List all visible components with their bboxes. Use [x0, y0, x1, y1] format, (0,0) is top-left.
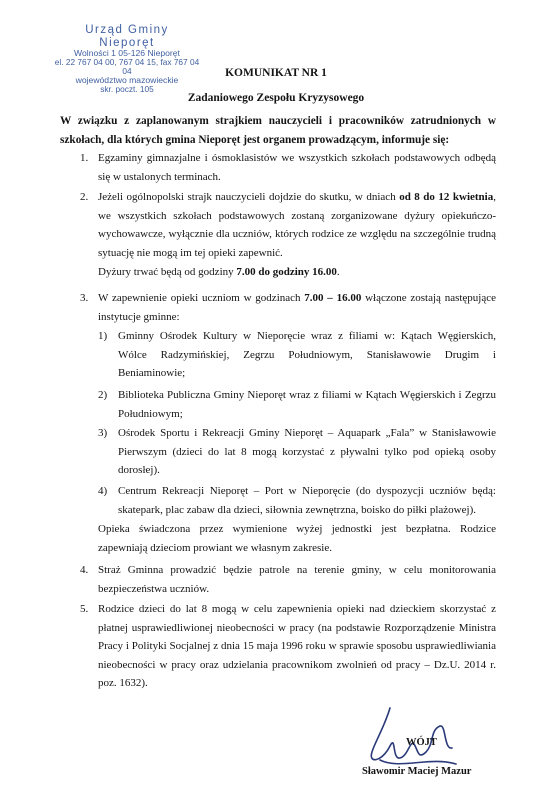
- item-2-hours-bold: 7.00 do godziny 16.00: [236, 266, 337, 278]
- sub-item-1-number: 1): [98, 330, 108, 342]
- sub-item-3-number: 3): [98, 427, 108, 439]
- item-3-text: [98, 289, 496, 326]
- item-2-text-c: , we wszystkich szkołach podstawowych zostaną zorganizowane dyżury opiekuńczo-wychowawcze, wyłącznie dla uczniów, których rodzice ze względu na szczególnie trudną sytuację nie mogą im tej opieki zapewnić.: [98, 191, 496, 259]
- item-2-number: 2.: [80, 191, 89, 203]
- stamp-line-6: skr. poczt. 105: [100, 84, 154, 94]
- item-3-text-a: W zapewnienie opieki uczniom w godzinach: [98, 292, 305, 304]
- item-4-text: Straż Gminna prowadzić będzie patrole na terenie gminy, w celu monitorowania bezpieczeństwa uczniów.: [98, 564, 496, 595]
- item-5-number: 5.: [80, 603, 89, 615]
- item-3-note: Opieka świadczona przez wymienione wyżej jednostki jest bezpłatna. Rodzice zapewniają dzieciom prowiant we własnym zakresie.: [98, 523, 496, 554]
- intro-paragraph: W związku z zaplanowanym strajkiem nauczycieli i pracowników zatrudnionych w szkołach, dla których gmina Nieporęt jest organem prowadzącym, informuje się:: [60, 115, 496, 146]
- item-2-hours-c: .: [336, 266, 340, 278]
- item-3-number: 3.: [80, 292, 89, 304]
- item-3-text-c: włączone zostają następujące instytucje gminne:: [98, 292, 497, 323]
- item-2-text-a: Jeżeli ogólnopolski strajk nauczycieli dojdzie do skutku, w dniach: [98, 191, 400, 203]
- signature-name: Sławomir Maciej Mazur: [362, 766, 472, 777]
- sub-item-4-number: 4): [98, 485, 108, 497]
- signature-role: WÓJT: [406, 737, 437, 748]
- item-1-number: 1.: [80, 152, 89, 164]
- sub-item-4-text: Centrum Rekreacji Nieporęt – Port w Nieporęcie (do dyspozycji uczniów będą: skatepark, plac zabaw dla dzieci, siłownia zewnętrzna, boisko do piłki plażowej).: [118, 485, 496, 516]
- item-2-hours-a: Dyżury trwać będą od godziny: [98, 266, 237, 278]
- stamp-line-1: Urząd Gminy: [85, 24, 169, 36]
- stamp-line-3: Wolności 1 05-126 Nieporęt: [74, 48, 180, 58]
- sub-item-2-number: 2): [98, 389, 108, 401]
- document-title: KOMUNIKAT NR 1: [225, 67, 327, 79]
- item-5-text: Rodzice dzieci do lat 8 mogą w celu zapewnienia opieki nad dzieckiem skorzystać z płatnej usprawiedliwionej nieobecności w pracy (na podstawie Rozporządzenie Ministra Pracy i Polityki Socjalnej z dnia 15 maja 1996 roku w sprawie sposobu usprawiedliwiania nieobecności w pracy oraz udzielania pracownikom zwolnień od pracy – Dz.U. 2014 r. poz. 1632).: [98, 603, 496, 689]
- item-2-hours: [98, 263, 496, 282]
- item-1-text: Egzaminy gimnazjalne i ósmoklasistów we wszystkich szkołach podstawowych odbędą się w ustalonych terminach.: [98, 152, 496, 183]
- sub-item-2-text: Biblioteka Publiczna Gminy Nieporęt wraz z filiami w Kątach Węgierskich i Zegrzu Południowym;: [118, 389, 496, 420]
- item-2-dates: od 8 do 12 kwietnia: [399, 191, 494, 203]
- item-2-text: [98, 188, 496, 262]
- sub-item-1-text: Gminny Ośrodek Kultury w Nieporęcie wraz z filiami w: Kątach Węgierskich, Wólce Radzymińskiej, Zegrzu Południowym, Stanisławowie Drugim i Beniaminowie;: [118, 330, 496, 379]
- sub-item-3-text: Ośrodek Sportu i Rekreacji Gminy Nieporęt – Aquapark „Fala” w Stanisławowie Pierwszym (dzieci do lat 8 mogą korzystać z pływalni tylko pod opieką osoby dorosłej).: [118, 427, 496, 476]
- item-4-number: 4.: [80, 564, 89, 576]
- office-stamp: [52, 24, 202, 94]
- stamp-line-2: Nieporęt: [99, 37, 155, 49]
- item-3-hours: 7.00 – 16.00: [304, 292, 362, 304]
- document-subtitle: Zadaniowego Zespołu Kryzysowego: [187, 92, 365, 104]
- stamp-line-4: el. 22 767 04 00, 767 04 15, fax 767 04 04: [54, 57, 200, 76]
- stamp-line-5: województwo mazowieckie: [75, 75, 179, 85]
